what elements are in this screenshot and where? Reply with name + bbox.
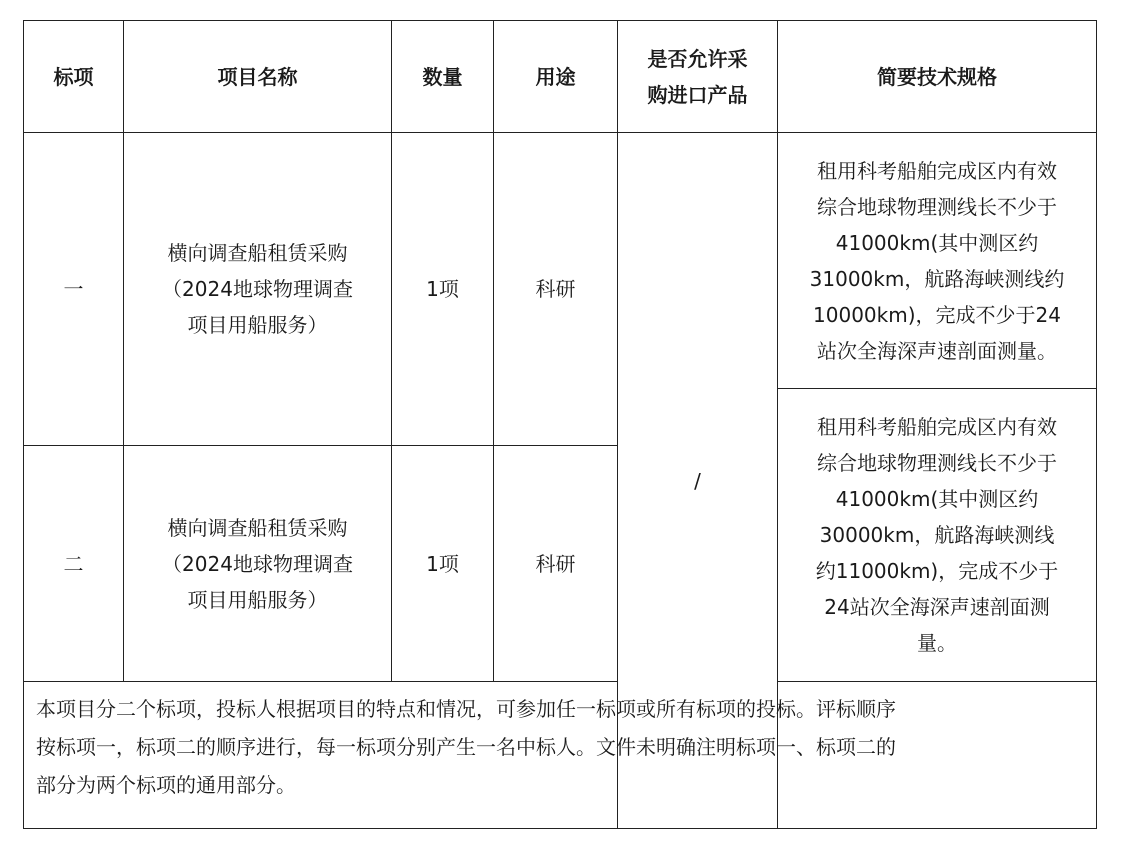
quantity-cell: 1项 (392, 446, 494, 682)
header-spec: 简要技术规格 (778, 21, 1097, 133)
quantity-cell: 1项 (392, 133, 494, 446)
table-row-lot-1 (24, 133, 1097, 389)
header-import-line1: 是否允许采 (647, 46, 748, 71)
header-import-line2: 购进口产品 (647, 82, 748, 107)
header-project-name: 项目名称 (124, 21, 392, 133)
lot-number-cell: 二 (24, 446, 124, 682)
header-row (24, 21, 1097, 133)
spec-cell: 租用科考船舶完成区内有效 综合地球物理测线长不少于 41000km(其中测区约 30000km，航路海峡测线 约11000km)，完成不少于 24站次全海深声速剖面测 量。 (778, 389, 1097, 682)
project-name-cell: 横向调查船租赁采购 （2024地球物理调查 项目用船服务） (124, 133, 392, 446)
procurement-table (23, 20, 1097, 829)
lot-number-cell: 一 (24, 133, 124, 446)
usage-cell: 科研 (494, 446, 618, 682)
header-usage: 用途 (494, 21, 618, 133)
spec-cell: 租用科考船舶完成区内有效 综合地球物理测线长不少于 41000km(其中测区约 31000km，航路海峡测线约 10000km)，完成不少于24 站次全海深声速剖面测量。 (778, 133, 1097, 389)
note-cell: 本项目分二个标项，投标人根据项目的特点和情况，可参加任一标项或所有标项的投标。评标顺序 按标项一，标项二的顺序进行，每一标项分别产生一名中标人。文件未明确注明标项一、标项二的 部分为两个标项的通用部分。 (24, 682, 1097, 829)
header-quantity: 数量 (392, 21, 494, 133)
usage-cell: 科研 (494, 133, 618, 446)
project-name-cell: 横向调查船租赁采购 （2024地球物理调查 项目用船服务） (124, 446, 392, 682)
header-lot: 标项 (24, 21, 124, 133)
header-import-allowed (618, 21, 778, 133)
note-row (24, 682, 1097, 829)
import-allowed-cell: / (618, 133, 778, 829)
